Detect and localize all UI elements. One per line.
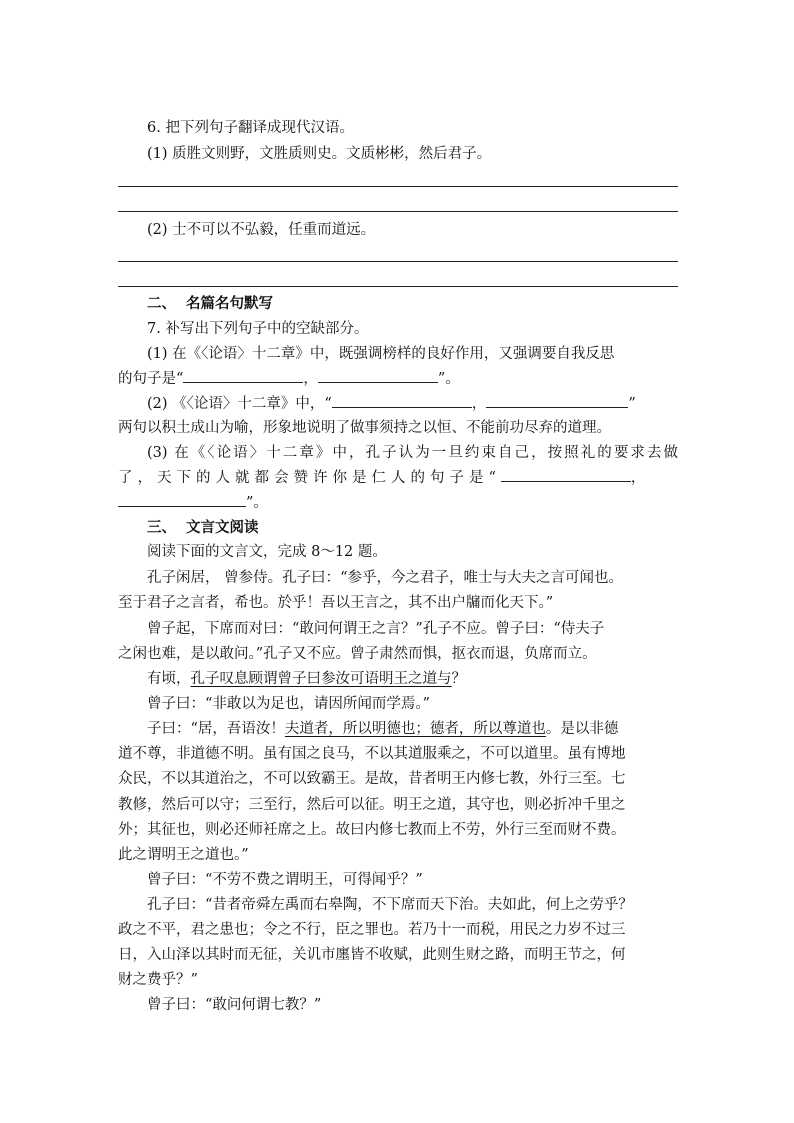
answer-line[interactable]: [118, 211, 678, 212]
passage-line: 众民，不以其道治之，不可以致霸王。是故，昔者明王内修七教，外行三至。七: [118, 771, 626, 787]
passage-line: 教修，然后可以守；三至行，然后可以征。明王之道，其守也，则必折冲千里之: [118, 797, 626, 813]
passage-line: 曾子曰：“敢问何谓七教？”: [147, 997, 322, 1013]
answer-line[interactable]: [118, 186, 678, 187]
fill-blank[interactable]: [318, 367, 438, 383]
passage-line: 此之谓明王之道也。”: [118, 847, 249, 863]
passage-line: 之闲也难，是以敢问。”孔子又不应。曾子肃然而惧，抠衣而退，负席而立。: [118, 646, 597, 662]
section-number: 三、: [147, 519, 176, 536]
section-heading-2: [147, 292, 678, 316]
q7-item-3-line-1: (3) 在《〈论语〉十二章》中，孔子认为一旦约束自己，按照礼的要求去做: [147, 445, 678, 461]
q7-item-2-line-1: (2) 《〈论语〉十二章》中，“ ， ”: [147, 392, 678, 416]
section-heading-3: [147, 516, 678, 540]
underlined-sentence: 夫道者，所以明德也；德者，所以尊道也: [284, 721, 546, 737]
q7-item-3-line-3: ”。: [118, 491, 678, 515]
fill-blank[interactable]: [332, 392, 472, 408]
q7-item-1-line-1: (1) 在《〈论语〉十二章》中，既强调榜样的良好作用，又强调要自我反思: [147, 346, 615, 362]
fill-blank[interactable]: [118, 491, 246, 507]
passage-line: 曾子曰：“不劳不费之谓明王，可得闻乎？”: [147, 872, 423, 888]
reading-intro: 阅读下面的文言文，完成 8～12 题。: [147, 544, 387, 560]
passage-line: 子曰：“居，吾语汝！夫道者，所以明德也；德者，所以尊道也。是以非德: [147, 721, 619, 737]
passage-line: 孔子曰：“昔者帝舜左禹而右皋陶，不下席而天下治。夫如此，何上之劳乎？: [147, 897, 633, 913]
q7-prompt: 7. 补写出下列句子中的空缺部分。: [147, 321, 369, 337]
passage-line: 财之费乎？”: [118, 972, 198, 988]
fill-blank[interactable]: [183, 367, 303, 383]
passage-line: 日，入山泽以其时而无征，关讥市廛皆不收赋，此则生财之路，而明王节之，何: [118, 947, 626, 963]
q6-item-2: (2) 士不可以不弘毅，任重而道远。: [147, 222, 376, 238]
passage-line: 有顷，孔子叹息顾谓曾子曰参汝可语明王之道与？: [147, 671, 466, 687]
q7-item-3-line-2: 了，天下的人就都会赞许你是仁人的句子是“ ，: [118, 466, 678, 490]
section-title: 文言文阅读: [186, 519, 259, 536]
q7-item-1-line-2: 的句子是“ ， ”。: [118, 367, 678, 391]
passage-line: 道不尊，非道德不明。虽有国之良马，不以其道服乘之，不可以道里。虽有博地: [118, 746, 626, 762]
q7-item-2-line-2: 两句以积土成山为喻，形象地说明了做事须持之以恒、不能前功尽弃的道理。: [118, 420, 611, 436]
passage-line: 至于君子之言者，希也。於乎！吾以王言之，其不出户牖而化天下。”: [118, 595, 554, 611]
fill-blank[interactable]: [501, 466, 631, 482]
passage-line: 孔子闲居， 曾参侍。孔子曰：“参乎，今之君子，唯士与大夫之言可闻也。: [147, 570, 624, 586]
fill-blank[interactable]: [486, 392, 628, 408]
q6-prompt: 6. 把下列句子翻译成现代汉语。: [147, 120, 354, 136]
section-title: 名篇名句默写: [186, 295, 273, 312]
answer-line[interactable]: [118, 286, 678, 287]
passage-line: 政之不平，君之患也；令之不行，臣之罪也。若乃十一而税，用民之力岁不过三: [118, 922, 626, 938]
answer-line[interactable]: [118, 261, 678, 262]
q6-item-1: (1) 质胜文则野，文胜质则史。文质彬彬，然后君子。: [147, 146, 492, 162]
underlined-sentence: 孔子叹息顾谓曾子曰参汝可语明王之道与: [190, 671, 452, 687]
passage-line: 外；其征也，则必还师衽席之上。故曰内修七教而上不劳，外行三至而财不费。: [118, 822, 626, 838]
passage-line: 曾子起，下席而对曰：“敢问何谓王之言？”孔子不应。曾子曰：“侍夫子: [147, 621, 605, 637]
passage-line: 曾子曰：“非敢以为足也，请因所闻而学焉。”: [147, 696, 431, 712]
section-number: 二、: [147, 295, 176, 312]
